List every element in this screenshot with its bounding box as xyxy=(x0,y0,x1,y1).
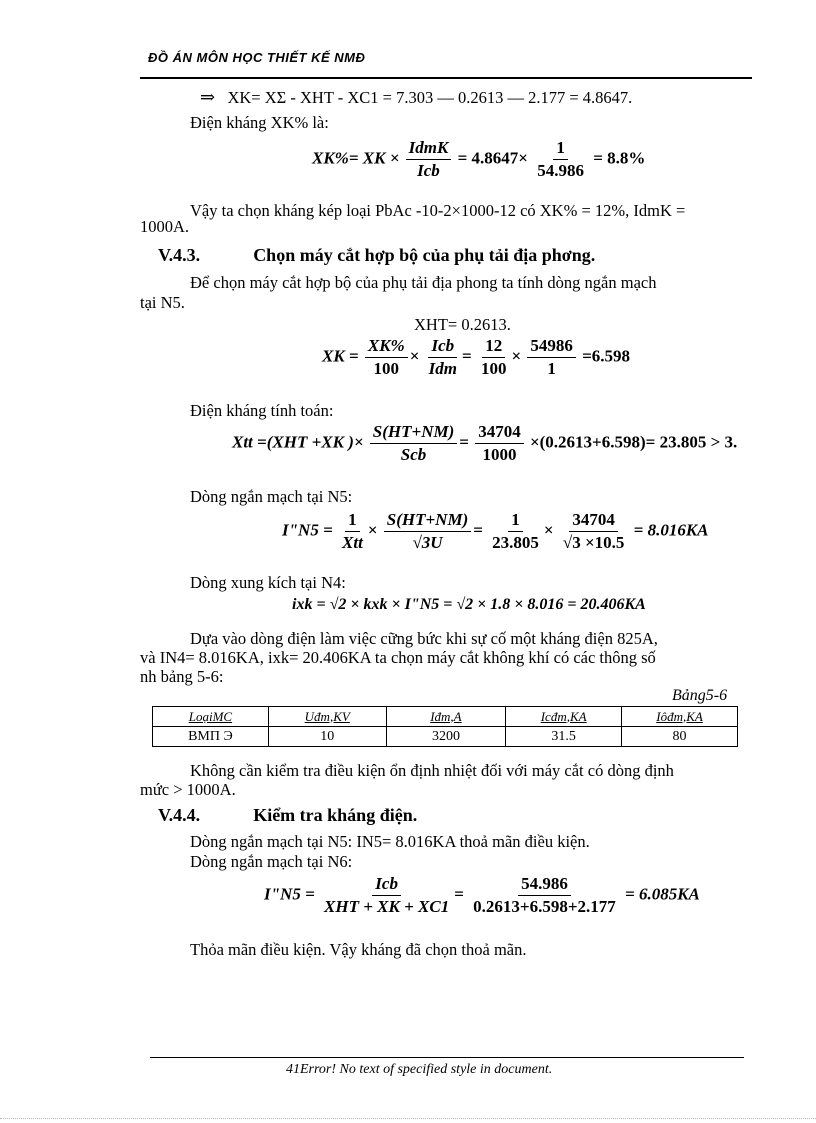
table-header-row xyxy=(153,707,738,727)
breaker-table xyxy=(152,706,738,747)
fraction: $\frac{\text{Icb}}{\text{XHT + XK + XC1}}$ xyxy=(324,874,450,916)
based-line2: và IN4= 8.016KA, ixk= 20.406KA ta chọn máy cắt không khí có các thông số xyxy=(140,648,656,667)
page-footer: 41Error! No text of specified style in document. xyxy=(286,1062,553,1077)
ixk-label: Dòng xung kích tại N4: xyxy=(190,573,346,592)
xtt-label: Điện kháng tính toán: xyxy=(190,401,334,420)
fraction: $\frac{S(HT+NM)}{√3U}$ xyxy=(384,510,471,553)
fraction: $\frac{1}{\text{Xtt}}$ xyxy=(342,510,363,552)
fraction: $\frac{54.986}{0.2613+6.598+2.177}$ xyxy=(473,874,616,916)
table-header-cell: Uđm,KV xyxy=(268,707,386,727)
implies-icon: ⇒ xyxy=(200,87,216,107)
table-header-cell: LoạiMC xyxy=(153,707,269,727)
based-line3: nh bảng 5-6: xyxy=(140,667,224,686)
table-cell: 31.5 xyxy=(506,727,622,747)
table-caption: Bảng5-6 xyxy=(672,687,728,704)
choose-reactor-line1: Vậy ta chọn kháng kép loại PbAc -10-2×1000-12 có XK% = 12%, IdmK = xyxy=(190,201,686,220)
section-title: Chọn máy cắt hợp bộ của phụ tải địa phơng. xyxy=(253,245,596,265)
equation-xk: XK = $\frac{XK\%}{100}$ × $\frac{\text{Icb}}{\text{Idm}}$ = $\frac{12}{100}$ × $\frac{54986}{1}$ =6.598 xyxy=(322,336,631,378)
table-cell: ВМП Э xyxy=(153,727,269,747)
table-cell: 10 xyxy=(268,727,386,747)
section-title: Kiểm tra kháng điện. xyxy=(253,805,418,825)
page-header-title: ĐỒ ÁN MÔN HỌC THIẾT KẾ NMĐ xyxy=(148,50,366,65)
in5-label: Dòng ngắn mạch tại N5: xyxy=(190,487,353,506)
footer-rule xyxy=(150,1057,744,1058)
based-line1: Dựa vào dòng điện làm việc cững bức khi sự cố một kháng điện 825A, xyxy=(190,629,658,648)
check-n5-line: Dòng ngắn mạch tại N5: IN5= 8.016KA thoả mãn điều kiện. xyxy=(190,832,590,851)
fraction: $\frac{1}{54.986}$ xyxy=(537,138,584,180)
equation-in6: I"N5 = $\frac{\text{Icb}}{\text{XHT + XK + XC1}}$ = $\frac{54.986}{0.2613+6.598+2.177}$ = 6.085KA xyxy=(264,874,700,916)
conclusion-line: Thỏa mãn điều kiện. Vậy kháng đã chọn thoả mãn. xyxy=(190,940,527,959)
equation-xtt: Xtt =(XHT +XK )× $\frac{S(HT+NM)}{\text{Scb}}$ = $\frac{34704}{1000}$ ×(0.2613+6.598)= 23.805 > 3. xyxy=(232,422,738,464)
eq-lhs: XK%= XK × xyxy=(312,148,400,168)
check-n6-line: Dòng ngắn mạch tại N6: xyxy=(190,852,353,871)
intro-line2: tại N5. xyxy=(140,293,185,312)
equation-in5: I"N5 = $\frac{1}{\text{Xtt}}$ × $\frac{S(HT+NM)}{√3U}$ = $\frac{1}{23.805}$ × $\frac{34704}{√3 \times 10.5}$ = 8.016KA xyxy=(282,510,709,552)
section-v443 xyxy=(158,245,595,266)
nocheck-line1: Không cần kiểm tra điều kiện ổn định nhiệt đối với máy cắt có dòng định xyxy=(190,761,674,780)
xk-calc-line xyxy=(200,88,632,107)
section-number: V.4.4. xyxy=(158,805,201,825)
table-row xyxy=(153,727,738,747)
fraction: $\frac{S(HT+NM)}{\text{Scb}}$ xyxy=(370,422,457,465)
nocheck-line2: mức > 1000A. xyxy=(140,780,236,799)
equation-xk-pct: XK%= XK × $\frac{\text{IdmK}}{\text{Icb}}$ = 4.8647× $\frac{1}{54.986}$ = 8.8% xyxy=(312,138,646,180)
choose-reactor-line2: 1000A. xyxy=(140,217,190,236)
section-number: V.4.3. xyxy=(158,245,201,265)
xk-calc-text: XK= XΣ - XHT - XC1 = 7.303 — 0.2613 — 2.177 = 4.8647. xyxy=(227,88,633,107)
fraction: $\frac{12}{100}$ xyxy=(480,336,507,378)
table-cell: 80 xyxy=(622,727,738,747)
fraction: $\frac{\text{IdmK}}{\text{Icb}}$ xyxy=(406,138,452,181)
header-rule xyxy=(140,77,752,79)
xk-pct-label: Điện kháng XK% là: xyxy=(190,113,329,132)
page-bottom-border xyxy=(0,1118,816,1119)
equation-ixk: ixk = √2 × kxk × I"N5 = √2 × 1.8 × 8.016 = 20.406KA xyxy=(292,596,646,613)
table-header-cell: Iđm,A xyxy=(386,707,506,727)
fraction: $\frac{XK\%}{100}$ xyxy=(365,336,408,379)
table-header-cell: Iôđm,KA xyxy=(622,707,738,727)
fraction: $\frac{34704}{√3 \times 10.5}$ xyxy=(562,510,625,552)
xht-value: XHT= 0.2613. xyxy=(414,315,511,334)
intro-line1: Để chọn máy cắt hợp bộ của phụ tải địa phong ta tính dòng ngắn mạch xyxy=(190,273,657,292)
fraction: $\frac{1}{23.805}$ xyxy=(492,510,539,552)
table-cell: 3200 xyxy=(386,727,506,747)
section-v444 xyxy=(158,805,417,826)
table-header-cell: Icđm,KA xyxy=(506,707,622,727)
fraction: $\frac{54986}{1}$ xyxy=(527,336,576,379)
fraction: $\frac{34704}{1000}$ xyxy=(475,422,524,465)
fraction: $\frac{\text{Icb}}{\text{Idm}}$ xyxy=(428,336,457,378)
